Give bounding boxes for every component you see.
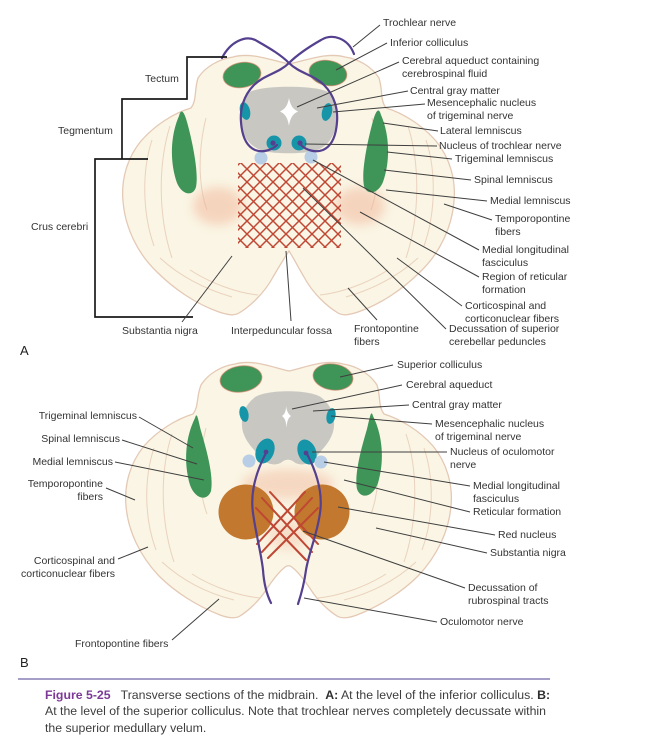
label-trigeminal-lemniscus-a: Trigeminal lemniscus [455,153,554,165]
label-frontopontine-fibers-a: Frontopontine fibers [354,323,419,348]
red-nucleus-right-shape [295,485,350,540]
label-trigeminal-lemniscus-b: Trigeminal lemniscus [38,410,137,422]
label-frontopontine-fibers-b: Frontopontine fibers [75,638,169,650]
label-decussation-scp: Decussation of superior cerebellar peduncles [449,323,560,348]
label-mlf-a: Medial longitudinal fasciculus [482,244,569,269]
caption-intro: Transverse sections of the midbrain. [120,688,319,702]
label-mesencephalic-nucleus-a: Mesencephalic nucleus of trigeminal nerve [427,97,537,122]
label-tectum: Tectum [145,73,179,85]
oculomotor-nucleus-left-dot [264,450,269,455]
caption-b-text: At the level of the superior colliculus. Note that trochlear nerves completely decussate within the superior medullary velum. [45,704,547,735]
label-temporopontine-fibers-b: Temporopontine fibers [27,478,103,503]
label-reticular-formation-b: Reticular formation [473,506,562,518]
decussation-superior-cerebellar-peduncles-crosshatch [238,163,341,248]
panel-b-letter: B [20,655,29,670]
caption-a-label: A: [325,688,339,702]
label-spinal-lemniscus-b: Spinal lemniscus [41,433,120,445]
reticular-blush-left-a [193,187,243,225]
label-superior-colliculus: Superior colliculus [397,359,483,371]
label-inferior-colliculus: Inferior colliculus [390,37,469,49]
label-substantia-nigra-a: Substantia nigra [122,325,198,337]
label-cerebral-aqueduct-b: Cerebral aqueduct [406,379,493,391]
label-substantia-nigra-b: Substantia nigra [490,547,566,559]
label-medial-lemniscus-b: Medial lemniscus [32,456,113,468]
label-red-nucleus: Red nucleus [498,529,557,541]
label-oculomotor-nerve: Oculomotor nerve [440,616,524,628]
red-nucleus-left-shape [219,485,274,540]
label-corticospinal-a: Corticospinal and corticonuclear fibers [465,300,559,325]
reticular-blush-right-a [335,187,385,225]
label-trochlear-nerve: Trochlear nerve [383,17,457,29]
mlf-left-a-shape [255,152,268,165]
figure-number: Figure 5-25 [45,688,111,702]
panel-a-letter: A [20,343,29,358]
figure-caption [45,687,553,736]
label-medial-lemniscus-a: Medial lemniscus [490,195,571,207]
label-spinal-lemniscus-a: Spinal lemniscus [474,174,553,186]
label-corticospinal-b: Corticospinal and corticonuclear fibers [21,555,115,580]
caption-rule [18,678,550,680]
label-mesencephalic-nucleus-b: Mesencephalic nucleus of trigeminal nerve [435,418,545,443]
label-region-reticular-formation: Region of reticular formation [482,271,568,296]
label-central-gray-matter-b: Central gray matter [412,399,502,411]
label-nucleus-of-oculomotor-nerve: Nucleus of oculomotor nerve [450,446,555,471]
caption-a-text: At the level of the inferior colliculus. [340,688,534,702]
label-mlf-b: Medial longitudinal fasciculus [473,480,560,505]
label-nucleus-of-trochlear-nerve: Nucleus of trochlear nerve [439,140,562,152]
leader-frontopontine-fibers-b [172,599,219,640]
label-lateral-lemniscus: Lateral lemniscus [440,125,522,137]
label-cerebral-aqueduct-a: Cerebral aqueduct containing cerebrospinal fluid [402,55,540,80]
label-interpeduncular-fossa: Interpeduncular fossa [231,325,332,337]
trochlear-nucleus-left-dot [270,140,275,145]
trochlear-nucleus-right-dot [297,140,302,145]
label-central-gray-matter-a: Central gray matter [410,85,500,97]
oculomotor-nucleus-right-dot [304,451,309,456]
label-decussation-rubrospinal: Decussation of rubrospinal tracts [468,582,549,607]
mlf-left-b-shape [243,455,256,468]
leader-trochlear-nerve [353,25,380,47]
label-tegmentum: Tegmentum [58,125,113,137]
leader-interpeduncular-fossa [286,251,291,321]
caption-b-label: B: [537,688,551,702]
label-crus-cerebri: Crus cerebri [31,221,89,233]
label-temporopontine-fibers-a: Temporopontine fibers [495,213,571,238]
